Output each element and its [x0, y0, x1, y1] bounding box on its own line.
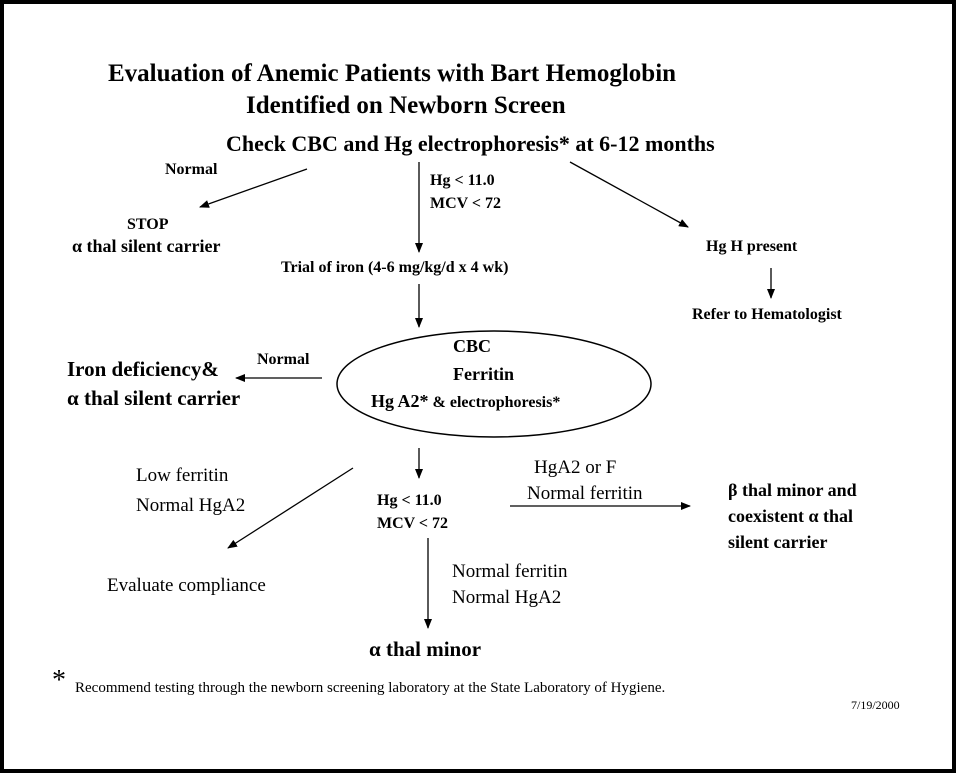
mcv-threshold-1: MCV < 72	[430, 195, 502, 212]
normal-ferritin-label-2: Normal ferritin	[452, 561, 568, 582]
evaluate-compliance-node: Evaluate compliance	[107, 575, 266, 596]
normal-ferritin-label-1: Normal ferritin	[527, 483, 643, 504]
hg-threshold-2: Hg < 11.0	[377, 492, 442, 509]
mcv-threshold-2: MCV < 72	[377, 515, 449, 532]
beta-thal-line-3: silent carrier	[728, 532, 828, 552]
low-ferritin-label: Low ferritin	[136, 465, 229, 486]
ellipse-hga2-rest: & electrophoresis*	[428, 394, 561, 411]
alpha-thal-minor-node: α thal minor	[369, 637, 482, 661]
date-label: 7/19/2000	[851, 698, 900, 712]
title-line-1: Evaluation of Anemic Patients with Bart Hemoglobin	[108, 60, 677, 87]
normal-hga2-label-2: Normal HgA2	[452, 587, 562, 608]
refer-hematologist-node: Refer to Hematologist	[692, 306, 842, 323]
footnote-star: *	[52, 665, 66, 696]
ellipse-cbc: CBC	[453, 336, 492, 356]
arrow-to-evaluate-compliance	[228, 468, 353, 548]
beta-thal-line-2: coexistent α thal	[728, 506, 854, 526]
stop-node: STOP	[127, 216, 169, 233]
title-line-2: Identified on Newborn Screen	[246, 92, 566, 119]
arrow-to-hgh	[570, 162, 688, 227]
normal-label-1: Normal	[165, 161, 218, 178]
hgh-present-node: Hg H present	[706, 238, 798, 255]
normal-label-2: Normal	[257, 351, 310, 368]
beta-thal-line-1: β thal minor and	[728, 480, 857, 500]
iron-deficiency-line-1: Iron deficiency&	[67, 357, 219, 381]
trial-iron-node: Trial of iron (4-6 mg/kg/d x 4 wk)	[281, 259, 509, 276]
footnote-text: Recommend testing through the newborn screening laboratory at the State Laboratory of Hygiene.	[75, 680, 666, 696]
ellipse-hga2	[371, 391, 560, 412]
ellipse-hga2-main: Hg A2*	[371, 391, 429, 411]
normal-hga2-label-1: Normal HgA2	[136, 495, 246, 516]
hg-threshold-1: Hg < 11.0	[430, 172, 495, 189]
hga2-or-f-label: HgA2 or F	[534, 457, 617, 478]
iron-deficiency-line-2: α thal silent carrier	[67, 386, 241, 410]
check-cbc-node: Check CBC and Hg electrophoresis* at 6-12 months	[226, 131, 715, 156]
silent-carrier-node: α thal silent carrier	[72, 236, 221, 256]
ellipse-ferritin: Ferritin	[453, 364, 514, 384]
